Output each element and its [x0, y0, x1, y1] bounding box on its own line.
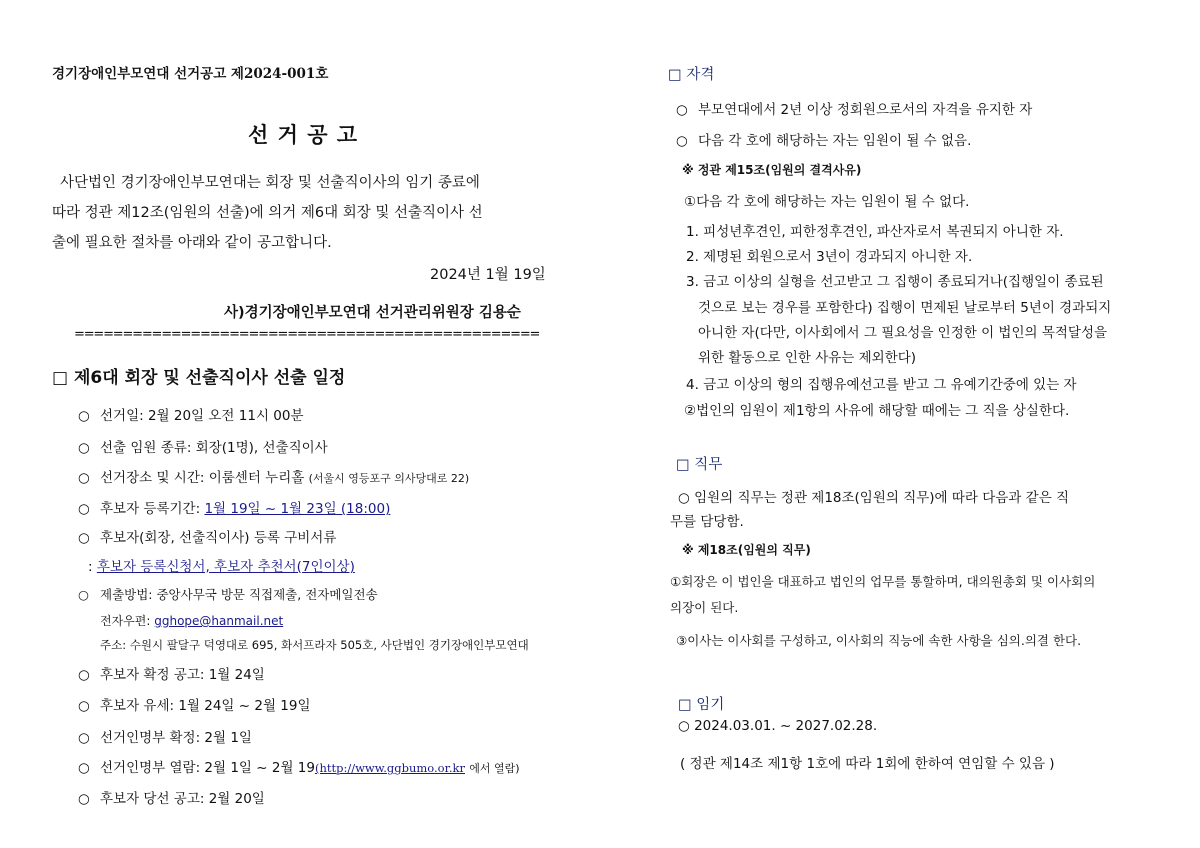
bullet: ○: [676, 102, 688, 118]
bullet: ○: [78, 530, 90, 546]
schedule-roll-confirm: ○ 선거인명부 확정: 2월 1일: [78, 730, 252, 746]
announcement-date: 2024년 1월 19일: [430, 267, 546, 283]
divider: ================================================: [74, 327, 540, 342]
registration-period: 1월 19일 ~ 1월 23일 (18:00): [204, 501, 391, 517]
article-15-item: 것으로 보는 경우를 포함한다) 집행이 면제된 날로부터 5년이 경과되지: [698, 300, 1112, 316]
duty-text-1: ○ 임원의 직무는 정관 제18조(임원의 직무)에 따라 다음과 같은 직: [678, 490, 1070, 506]
article-15-item: 1. 피성년후견인, 피한정후견인, 파산자로서 복권되지 아니한 자.: [686, 224, 1064, 240]
schedule-election-day: ○ 선거일: 2월 20일 오전 11시 00분: [78, 408, 304, 424]
schedule-documents: : 후보자 등록신청서, 후보자 추천서(7인이상): [88, 559, 355, 575]
schedule-submission: ○ 제출방법: 중앙사무국 방문 직접제출, 전자메일전송: [78, 587, 378, 602]
article-15-item: 아니한 자(다만, 이사회에서 그 필요성을 인정한 이 법인의 목적달성을: [698, 325, 1108, 341]
bullet: ○: [78, 587, 89, 602]
article-18-clause-3: ③이사는 이사회를 구성하고, 이사회의 직능에 속한 사항을 심의.의결 한다.: [676, 633, 1082, 648]
duty-text-2: 무를 담당함.: [670, 514, 744, 530]
article-18-title: ※ 제18조(임원의 직무): [682, 543, 811, 557]
venue-address: (서울시 영등포구 의사당대로 22): [308, 472, 470, 485]
bullet: ○: [78, 730, 90, 746]
bullet: ○: [78, 440, 90, 456]
bullet: ○: [78, 501, 90, 517]
intro-line-1: 사단법인 경기장애인부모연대는 회장 및 선출직이사의 임기 종료에: [60, 175, 480, 191]
article-15-clause-1: ①다음 각 호에 해당하는 자는 임원이 될 수 없다.: [684, 194, 970, 210]
bullet: ○: [78, 408, 90, 424]
signer: 사)경기장애인부모연대 선거관리위원장 김용순: [224, 305, 521, 321]
schedule-confirm: ○ 후보자 확정 공고: 1월 24일: [78, 667, 265, 683]
article-15-clause-2: ②법인의 임원이 제1항의 사유에 해당할 때에는 그 직을 상실한다.: [684, 403, 1070, 419]
page-title: 선 거 공 고: [248, 123, 359, 147]
term-note: ( 정관 제14조 제1항 1호에 따라 1회에 한하여 연임할 수 있음 ): [680, 756, 1055, 772]
article-18-clause-1b: 의장이 된다.: [670, 600, 739, 615]
bullet: ○: [78, 791, 90, 807]
email-link[interactable]: gghope@hanmail.net: [154, 614, 284, 628]
bullet: ○: [676, 133, 688, 149]
doc-number: 경기장애인부모연대 선거공고 제2024-001호: [52, 66, 329, 82]
duty-heading: □ 직무: [676, 457, 723, 473]
website-link[interactable]: (http://www.ggbumo.or.kr: [314, 761, 465, 775]
qualification-item-2: ○ 다음 각 호에 해당하는 자는 임원이 될 수 없음.: [676, 133, 972, 149]
article-15-item: 4. 금고 이상의 형의 집행유예선고를 받고 그 유예기간중에 있는 자: [686, 377, 1077, 393]
schedule-email: 전자우편: gghope@hanmail.net: [100, 614, 284, 628]
qualification-heading: □ 자격: [668, 67, 715, 83]
schedule-winner: ○ 후보자 당선 공고: 2월 20일: [78, 791, 265, 807]
schedule-roll-view: ○ 선거인명부 열람: 2월 1일 ~ 2월 19(http://www.ggbumo.or.kr 에서 열람): [78, 760, 520, 776]
schedule-documents-label: ○ 후보자(회장, 선출직이사) 등록 구비서류: [78, 530, 337, 546]
article-15-title: ※ 정관 제15조(임원의 결격사유): [682, 163, 862, 177]
schedule-registration: ○ 후보자 등록기간: 1월 19일 ~ 1월 23일 (18:00): [78, 501, 391, 517]
term-heading: □ 임기: [678, 697, 725, 713]
documents-list: 후보자 등록신청서, 후보자 추천서(7인이상): [96, 559, 355, 575]
schedule-heading: □ 제6대 회장 및 선출직이사 선출 일정: [52, 368, 346, 388]
article-18-clause-1a: ①회장은 이 법인을 대표하고 법인의 업무를 통할하며, 대의원총회 및 이사회의: [670, 574, 1096, 589]
article-15-item: 위한 활동으로 인한 사유는 제외한다): [698, 350, 917, 366]
article-15-item: 3. 금고 이상의 실형을 선고받고 그 집행이 종료되거나(집행일이 종료된: [686, 274, 1104, 290]
schedule-campaign: ○ 후보자 유세: 1월 24일 ~ 2월 19일: [78, 698, 311, 714]
intro-line-3: 출에 필요한 절차를 아래와 같이 공고합니다.: [52, 235, 332, 251]
term-period: ○ 2024.03.01. ~ 2027.02.28.: [678, 718, 878, 734]
schedule-venue: ○ 선거장소 및 시간: 이룸센터 누리홀 (서울시 영등포구 의사당대로 22): [78, 470, 470, 486]
schedule-address: 주소: 수원시 팔달구 덕영대로 695, 화서프라자 505호, 사단법인 경기장애인부모연대: [100, 638, 529, 652]
article-15-item: 2. 제명된 회원으로서 3년이 경과되지 아니한 자.: [686, 249, 973, 265]
bullet: ○: [78, 760, 90, 776]
qualification-item-1: ○ 부모연대에서 2년 이상 정회원으로서의 자격을 유지한 자: [676, 102, 1033, 118]
intro-line-2: 따라 정관 제12조(임원의 선출)에 의거 제6대 회장 및 선출직이사 선: [52, 205, 483, 221]
schedule-positions: ○ 선출 임원 종류: 회장(1명), 선출직이사: [78, 440, 328, 456]
bullet: ○: [78, 698, 90, 714]
bullet: ○: [78, 667, 90, 683]
bullet: ○: [78, 470, 90, 486]
